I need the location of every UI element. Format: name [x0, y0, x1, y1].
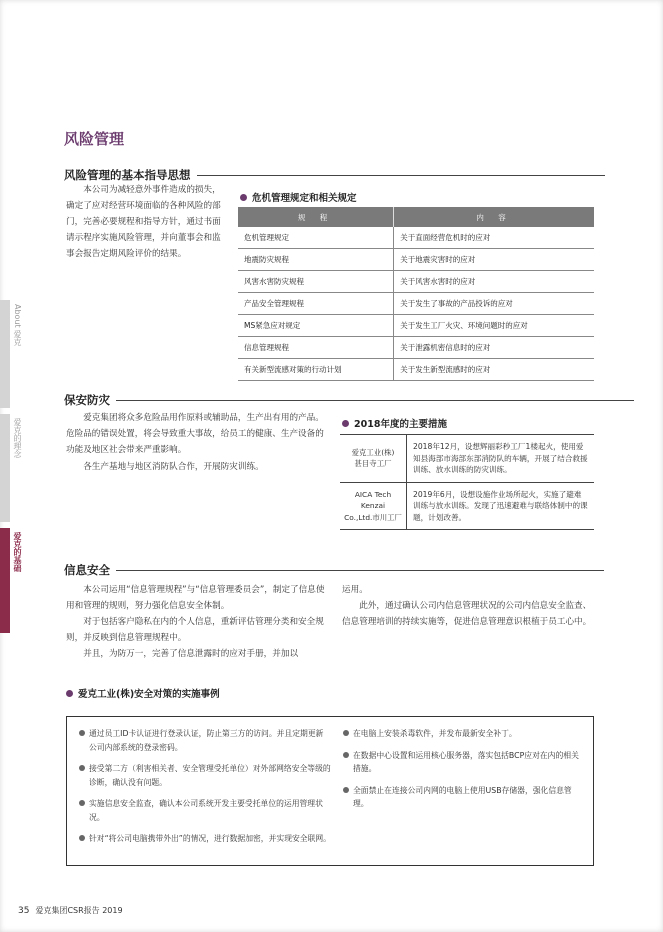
side-tab-about[interactable]: [0, 300, 22, 408]
measures-table: [340, 434, 594, 530]
rules-subheading-text: 危机管理规定和相关规定: [252, 193, 357, 204]
cases-list-left: [79, 727, 331, 854]
table-cell: 信息管理规程: [238, 337, 394, 359]
safety-paragraph-2: 各生产基地与地区消防队合作，开展防灾训练。: [83, 462, 264, 472]
table-cell: 关于直面经营危机时的应对: [394, 227, 594, 249]
list-item-text: 通过员工ID卡认证进行登录认证，防止第三方的访问。并且定期更新公司内部系统的登录密码。: [89, 729, 324, 752]
cases-box: [66, 716, 594, 866]
bullet-icon: [343, 730, 349, 736]
list-item-text: 全面禁止在连接公司内网的电脑上使用USB存储器，强化信息管理。: [353, 785, 572, 808]
side-tab-foundation[interactable]: [0, 528, 22, 633]
side-tab-philosophy[interactable]: [0, 414, 22, 522]
table-cell: 产品安全管理规程: [238, 293, 394, 315]
list-item: [343, 749, 583, 776]
footer-text: 爱克集团CSR报告 2019: [35, 906, 123, 915]
table-row: [238, 227, 594, 249]
section-heading-text: 信息安全: [64, 563, 110, 577]
table-cell: 风害水害防灾规程: [238, 271, 394, 293]
column-header: 规 程: [238, 207, 394, 227]
bullet-icon: [240, 194, 247, 201]
heading-rule: [197, 175, 605, 176]
bullet-icon: [66, 690, 73, 697]
list-item: [343, 727, 583, 741]
table-cell: MS紧急应对规定: [238, 315, 394, 337]
table-row: [238, 315, 594, 337]
table-cell: 关于发生了事故的产品投诉的应对: [394, 293, 594, 315]
list-item-text: 接受第二方（利害相关者、安全管理受托单位）对外部网络安全等级的诊断，确认没有问题。: [89, 764, 331, 787]
page-number: 35: [18, 906, 30, 916]
bullet-icon: [343, 787, 349, 793]
table-cell: 危机管理规定: [238, 227, 394, 249]
table-row: [238, 293, 594, 315]
section-heading-text: 保安防灾: [64, 393, 110, 407]
measure-text: 2019年6月，设想设施作业场所起火，实施了避难训练与放水训练。发现了迅速避难与联络体制中的课题，计划改善。: [407, 482, 595, 530]
table-cell: 关于地震灾害时的应对: [394, 249, 594, 271]
table-cell: 关于发生工厂火灾、环境问题时的应对: [394, 315, 594, 337]
safety-paragraph-1: 爱克集团将众多危险品用作原料或辅助品，生产出有用的产品。危险品的错误处置，将会导致重大事故，给员工的健康、生产设备的功能及地区社会带来严重影响。: [66, 413, 324, 455]
table-header-row: [238, 207, 594, 227]
heading-rule: [116, 570, 604, 571]
cases-subheading-text: 爱克工业(株)安全对策的实施事例: [78, 689, 220, 700]
list-item-text: 在电脑上安装杀毒软件，并发布最新安全补丁。: [353, 729, 517, 738]
measures-subheading-text: 2018年度的主要措施: [354, 419, 447, 430]
section-heading-risk-basics: [64, 167, 605, 183]
side-tab-label: 爱克的基础: [13, 532, 22, 572]
side-tab-label: 爱克的理念: [13, 418, 22, 458]
list-item: [79, 727, 331, 754]
page-footer: [18, 905, 123, 916]
page-title: 风险管理: [64, 130, 125, 148]
list-item-text: 在数据中心设置和运用核心服务器，落实包括BCP应对在内的相关措施。: [353, 750, 579, 773]
table-row: [340, 482, 594, 530]
table-cell: 有关新型流感对策的行动计划: [238, 359, 394, 381]
info-sec-paragraph-1: 本公司运用“信息管理规程”与“信息管理委员会”，制定了信息使用和管理的规则，努力强化信息安全体制。: [66, 585, 325, 611]
list-item: [343, 784, 583, 811]
site-name: [340, 435, 407, 483]
side-tab-label: About 爱克: [13, 304, 22, 347]
info-sec-paragraph-5: 此外，通过确认公司内信息管理状况的公司内信息安全监查、信息管理培训的持续实施等，促进信息管理意识根植于员工心中。: [342, 601, 592, 627]
column-header: 内 容: [394, 207, 594, 227]
table-row: [238, 337, 594, 359]
rules-table: [238, 207, 594, 381]
section-heading-info-security: [64, 562, 604, 578]
bullet-icon: [79, 835, 85, 841]
info-sec-paragraph-4: 运用。: [342, 585, 368, 595]
bullet-icon: [79, 800, 85, 806]
bullet-icon: [79, 765, 85, 771]
list-item: [79, 762, 331, 789]
table-cell: 关于发生新型流感时的应对: [394, 359, 594, 381]
rules-subheading: [240, 190, 357, 204]
risk-basics-paragraph: 本公司为减轻意外事件造成的损失，确定了应对经营环境面临的各种风险的部门，完善必要规程和指导方针，通过书面请示程序实施风险管理，并向董事会和监事会报告定期风险评价的结果。: [66, 185, 221, 259]
info-sec-paragraph-2: 对于包括客户隐私在内的个人信息，重新评估管理分类和安全规则，并反映到信息管理规程中。: [66, 617, 324, 643]
section-heading-text: 风险管理的基本指导思想: [64, 168, 191, 182]
measure-text: 2018年12月，设想辉丽彩秒工厂1楼起火，使用爱知县海部市海部东部消防队的车辆，开展了结合救援训练、放水训练的防灾训练。: [407, 435, 595, 483]
bullet-icon: [343, 752, 349, 758]
list-item-text: 实施信息安全监查，确认本公司系统开发主要受托单位的运用管理状况。: [89, 799, 323, 822]
heading-rule: [116, 400, 634, 401]
site-name: [340, 482, 407, 530]
site-name-text: AICA Tech Kenzai Co.,Ltd.市川工厂: [344, 489, 402, 522]
table-row: [238, 249, 594, 271]
table-row: [238, 271, 594, 293]
bullet-icon: [79, 730, 85, 736]
bullet-icon: [342, 420, 349, 427]
measures-subheading: [342, 416, 447, 430]
site-name-text: 爱克工业(株) 甚目寺工厂: [351, 447, 395, 469]
list-item: [79, 832, 331, 846]
table-cell: 关于泄露机密信息时的应对: [394, 337, 594, 359]
list-item: [79, 797, 331, 824]
table-row: [238, 359, 594, 381]
info-sec-paragraph-3: 并且，为防万一，完善了信息泄露时的应对手册，并加以: [83, 649, 299, 659]
table-cell: 地震防灾规程: [238, 249, 394, 271]
cases-subheading: [66, 686, 220, 700]
table-cell: 关于风害水害时的应对: [394, 271, 594, 293]
cases-list-right: [343, 727, 583, 819]
section-heading-safety: [64, 392, 634, 408]
list-item-text: 针对“将公司电脑携带外出”的情况，进行数据加密，并实现安全联网。: [89, 834, 331, 843]
table-row: [340, 435, 594, 483]
